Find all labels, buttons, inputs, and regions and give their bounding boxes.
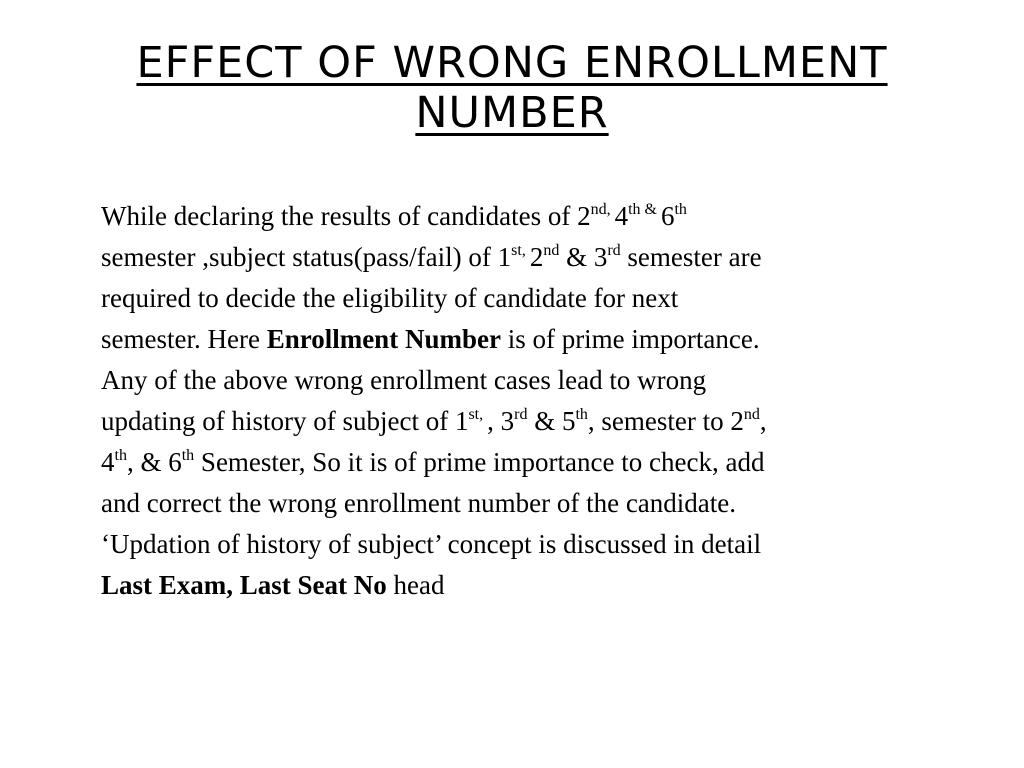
body-line — [101, 524, 951, 565]
slide-title — [100, 38, 924, 138]
body-text-run: While declaring the results of candidates of 2 — [101, 201, 591, 231]
slide-body-paragraph — [101, 196, 951, 606]
body-text-run: , & 6 — [126, 447, 182, 477]
body-text-run: , semester to 2 — [587, 406, 744, 436]
superscript: nd — [743, 406, 760, 423]
superscript: th — [181, 447, 195, 464]
body-line — [101, 196, 951, 237]
body-text-run: 4 — [101, 447, 115, 477]
body-line — [101, 442, 951, 483]
body-line — [101, 237, 951, 278]
body-text-run: ‘Updation of history of subject’ concept is discussed in detail — [101, 529, 762, 559]
superscript: th & — [628, 201, 661, 218]
body-text-run: required to decide the eligibility of candidate for next — [101, 283, 679, 313]
slide-title-line-2: NUMBER — [415, 88, 609, 138]
superscript: th — [575, 406, 588, 423]
superscript: st, — [468, 406, 488, 423]
body-text-run: , 3 — [487, 406, 515, 436]
body-text-run: & 3 — [559, 242, 608, 272]
bold-text: Enrollment Number — [266, 324, 501, 354]
slide-title-line-1: EFFECT OF WRONG ENROLLMENT — [136, 38, 888, 88]
body-text-run: semester are — [620, 242, 762, 272]
superscript: nd — [543, 242, 560, 259]
body-text-run: Any of the above wrong enrollment cases lead to wrong — [101, 365, 707, 395]
superscript: th — [674, 201, 687, 218]
body-line — [101, 565, 951, 606]
body-text-run: semester. Here — [101, 324, 267, 354]
body-text-run: head — [386, 570, 445, 600]
superscript: rd — [607, 242, 621, 259]
body-text-run: is of prime importance. — [500, 324, 760, 354]
body-text-run: 6 — [660, 201, 675, 231]
body-text-run: updating of history of subject of 1 — [101, 406, 469, 436]
body-line — [101, 401, 951, 442]
superscript: st, — [511, 242, 530, 259]
body-text-run: semester ,subject status(pass/fail) of 1 — [101, 242, 512, 272]
body-text-run: Semester, So it is of prime importance to check, add — [194, 447, 765, 477]
body-text-run: , — [759, 406, 767, 436]
body-line — [101, 319, 951, 360]
bold-text: Last Exam, Last Seat No — [101, 570, 387, 600]
body-line — [101, 360, 951, 401]
body-line — [101, 483, 951, 524]
superscript: rd — [514, 406, 528, 423]
body-line — [101, 278, 951, 319]
body-text-run: 2 — [529, 242, 544, 272]
superscript: nd, — [590, 201, 615, 218]
body-text-run: 4 — [614, 201, 629, 231]
body-text-run: and correct the wrong enrollment number of the candidate. — [101, 488, 737, 518]
body-text-run: & 5 — [527, 406, 576, 436]
superscript: th — [114, 447, 127, 464]
